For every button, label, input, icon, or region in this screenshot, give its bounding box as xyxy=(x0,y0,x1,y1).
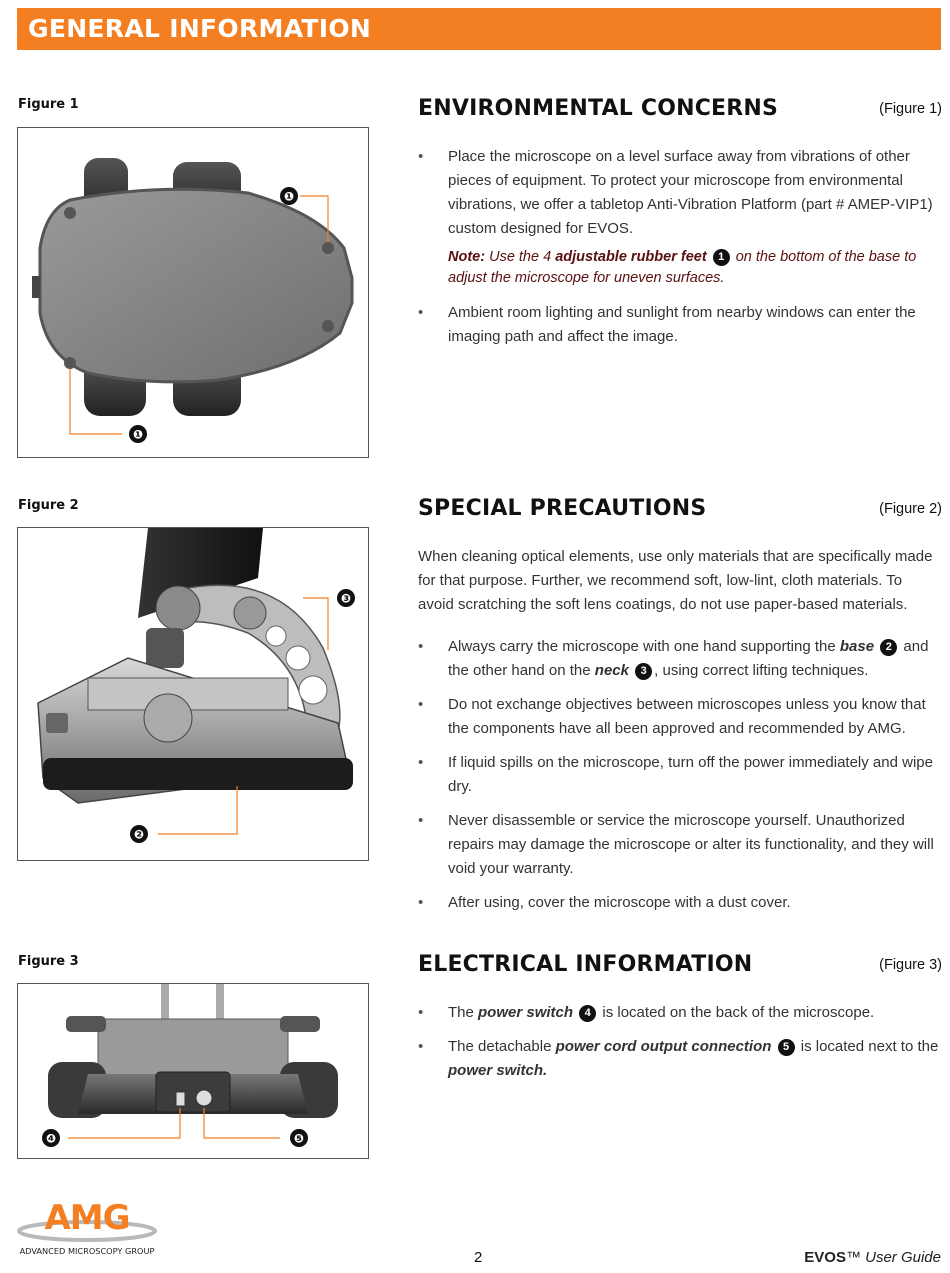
list-item: • Place the microscope on a level surface away from vibrations of other pieces of equipment. To protect your microscope from environmental vibrations, we offer a tabletop Anti-Vibration Platform (part # AMEP-VIP1) custom designed for EVOS. xyxy=(418,145,942,241)
list-item: • Never disassemble or service the microscope yourself. Unauthorized repairs may damage the microscope or alter its functionality, and they will void your warranty. xyxy=(418,809,942,881)
note-paragraph: Note: Use the 4 adjustable rubber feet 1 on the bottom of the base to adjust the microscope for uneven surfaces. xyxy=(448,249,917,286)
list-item: • If liquid spills on the microscope, turn off the power immediately and wipe dry. xyxy=(418,751,942,799)
guide-brand: EVOS xyxy=(804,1249,846,1266)
callout-number: 1 xyxy=(713,249,730,266)
figure-3-callout-cord: ❺ xyxy=(293,1131,305,1146)
callout-number: 4 xyxy=(579,1005,596,1022)
precautions-title: SPECIAL PRECAUTIONS xyxy=(418,496,707,521)
list-item: • Ambient room lighting and sunlight from nearby windows can enter the imaging path and affect the image. xyxy=(418,301,942,349)
list-item: • The power switch 4 is located on the back of the microscope. xyxy=(418,1001,942,1025)
logo-subtitle: ADVANCED MICROSCOPY GROUP xyxy=(19,1246,155,1256)
note-label: Note: xyxy=(448,249,486,265)
electrical-figure-ref: (Figure 3) xyxy=(879,957,942,973)
list-item: • After using, cover the microscope with a dust cover. xyxy=(418,891,942,915)
neck-term: neck xyxy=(594,662,629,679)
figure-1-image xyxy=(17,127,369,458)
banner-title: GENERAL INFORMATION xyxy=(28,14,372,43)
figure-2-callout-neck: ❸ xyxy=(340,591,352,606)
electrical-section xyxy=(418,952,942,1092)
figure-3-label: Figure 3 xyxy=(18,954,79,969)
power-switch-term: power switch xyxy=(478,1004,574,1021)
section-banner xyxy=(17,8,941,50)
logo-text: AMG xyxy=(44,1198,130,1238)
callout-number: 2 xyxy=(880,639,897,656)
figure-1-label: Figure 1 xyxy=(18,97,79,112)
list-item: • The detachable power cord output connection 5 is located next to the power switch. xyxy=(418,1035,942,1083)
figure-3-image xyxy=(17,983,369,1159)
environmental-section xyxy=(418,96,942,356)
precautions-figure-ref: (Figure 2) xyxy=(879,501,942,517)
list-item: • Always carry the microscope with one hand supporting the base 2 and the other hand on the neck 3 , using correct lifting techniques. xyxy=(418,635,942,683)
environmental-title: ENVIRONMENTAL CONCERNS xyxy=(418,96,779,121)
figure-3-callout-switch: ❹ xyxy=(45,1131,57,1146)
callout-number: 5 xyxy=(778,1039,795,1056)
figure-1-callout-bottom: ❶ xyxy=(132,427,144,442)
page-number: 2 xyxy=(474,1249,483,1266)
figure-2-image xyxy=(17,527,369,861)
power-cord-term: power cord output connection xyxy=(555,1038,772,1055)
figure-2-label: Figure 2 xyxy=(18,498,79,513)
figure-1-callout-top: ❶ xyxy=(283,189,295,204)
power-switch-term: power switch. xyxy=(448,1062,548,1079)
precautions-section xyxy=(418,496,942,926)
list-item: • Do not exchange objectives between microscopes unless you know that the components have all been approved and recommended by AMG. xyxy=(418,693,942,741)
base-term: base xyxy=(839,638,875,655)
precautions-intro: When cleaning optical elements, use only materials that are specifically made for that purpose. Further, we recommend soft, low-lint, cloth materials. To avoid scratching the soft lens coatings, do not use paper-based materials. xyxy=(418,548,933,613)
figure-2-callout-base: ❷ xyxy=(133,827,145,842)
callout-number: 3 xyxy=(635,663,652,680)
amg-logo xyxy=(17,1195,159,1257)
electrical-title: ELECTRICAL INFORMATION xyxy=(418,952,753,977)
note-bold-text: adjustable rubber feet xyxy=(555,249,707,265)
guide-title: EVOS™ User Guide xyxy=(804,1249,941,1266)
environmental-figure-ref: (Figure 1) xyxy=(879,101,942,117)
